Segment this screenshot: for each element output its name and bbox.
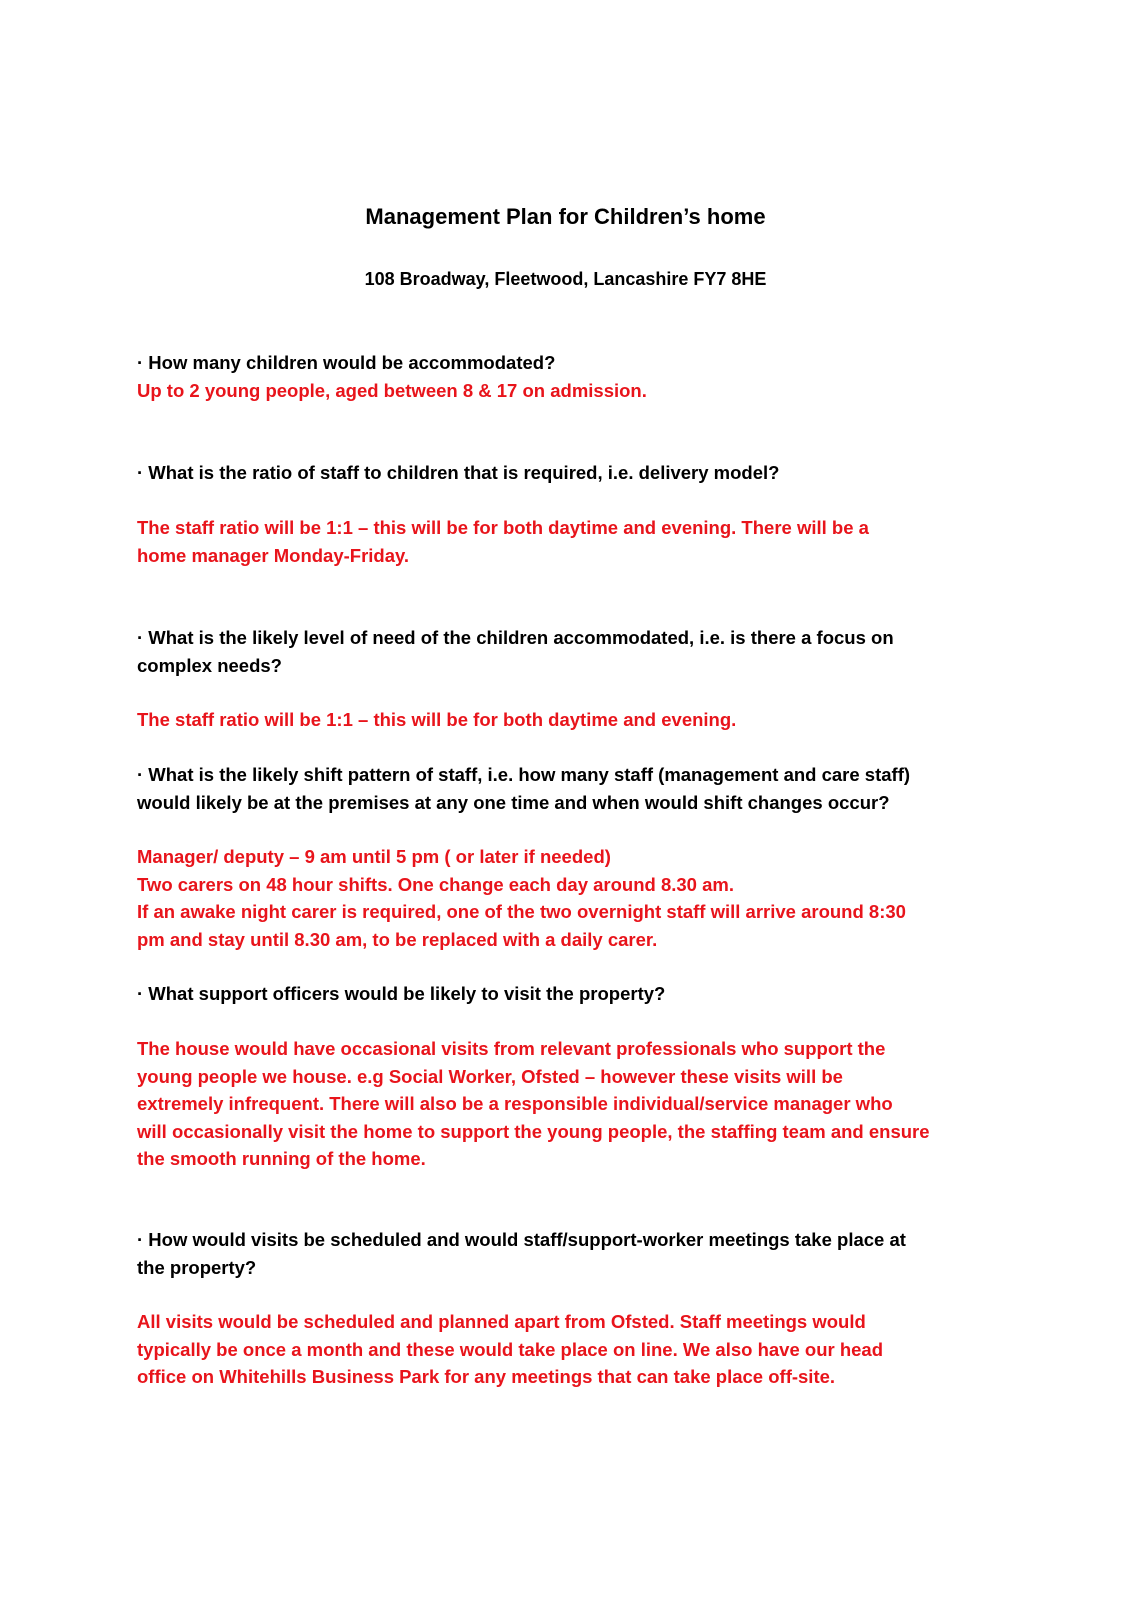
answer-staff-ratio: The staff ratio will be 1:1 – this will be for both daytime and evening. There will be a home manager Monday-Friday. [137, 517, 869, 566]
answer-accommodation: Up to 2 young people, aged between 8 & 17 on admission. [137, 380, 647, 401]
answer-level-of-need: The staff ratio will be 1:1 – this will be for both daytime and evening. [137, 709, 737, 730]
answer-support-officers: The house would have occasional visits from relevant professionals who support the young people we house. e.g Social Worker, Ofsted – however these visits will be extremely infrequent. There will also be a responsible individual/service manager who will occasionally visit the home to support the young people, the staffing team and ensure the smooth running of the home. [137, 1038, 930, 1170]
question-visit-scheduling: · How would visits be scheduled and would staff/support-worker meetings take place at the property? [137, 1229, 906, 1278]
document-address: 108 Broadway, Fleetwood, Lancashire FY7 8HE [364, 269, 767, 289]
question-shift-pattern: · What is the likely shift pattern of staff, i.e. how many staff (management and care staff) would likely be at the premises at any one time and when would shift changes occur? [137, 764, 911, 813]
question-accommodation: · How many children would be accommodated? [137, 352, 556, 373]
answer-shift-pattern: Manager/ deputy – 9 am until 5 pm ( or later if needed) Two carers on 48 hour shifts. One change each day around 8.30 am. If an awake night carer is required, one of the two overnight staff will arrive around 8:30 pm and stay until 8.30 am, to be replaced with a daily carer. [137, 846, 906, 950]
answer-visit-scheduling: All visits would be scheduled and planned apart from Ofsted. Staff meetings would typically be once a month and these would take place on line. We also have our head office on Whitehills Business Park for any meetings that can take place off-site. [137, 1311, 884, 1388]
question-staff-ratio: · What is the ratio of staff to children that is required, i.e. delivery model? [137, 462, 780, 483]
question-support-officers: · What support officers would be likely to visit the property? [137, 983, 666, 1004]
document-title: Management Plan for Children’s home [365, 204, 766, 229]
question-level-of-need: · What is the likely level of need of the children accommodated, i.e. is there a focus on complex needs? [137, 627, 894, 676]
